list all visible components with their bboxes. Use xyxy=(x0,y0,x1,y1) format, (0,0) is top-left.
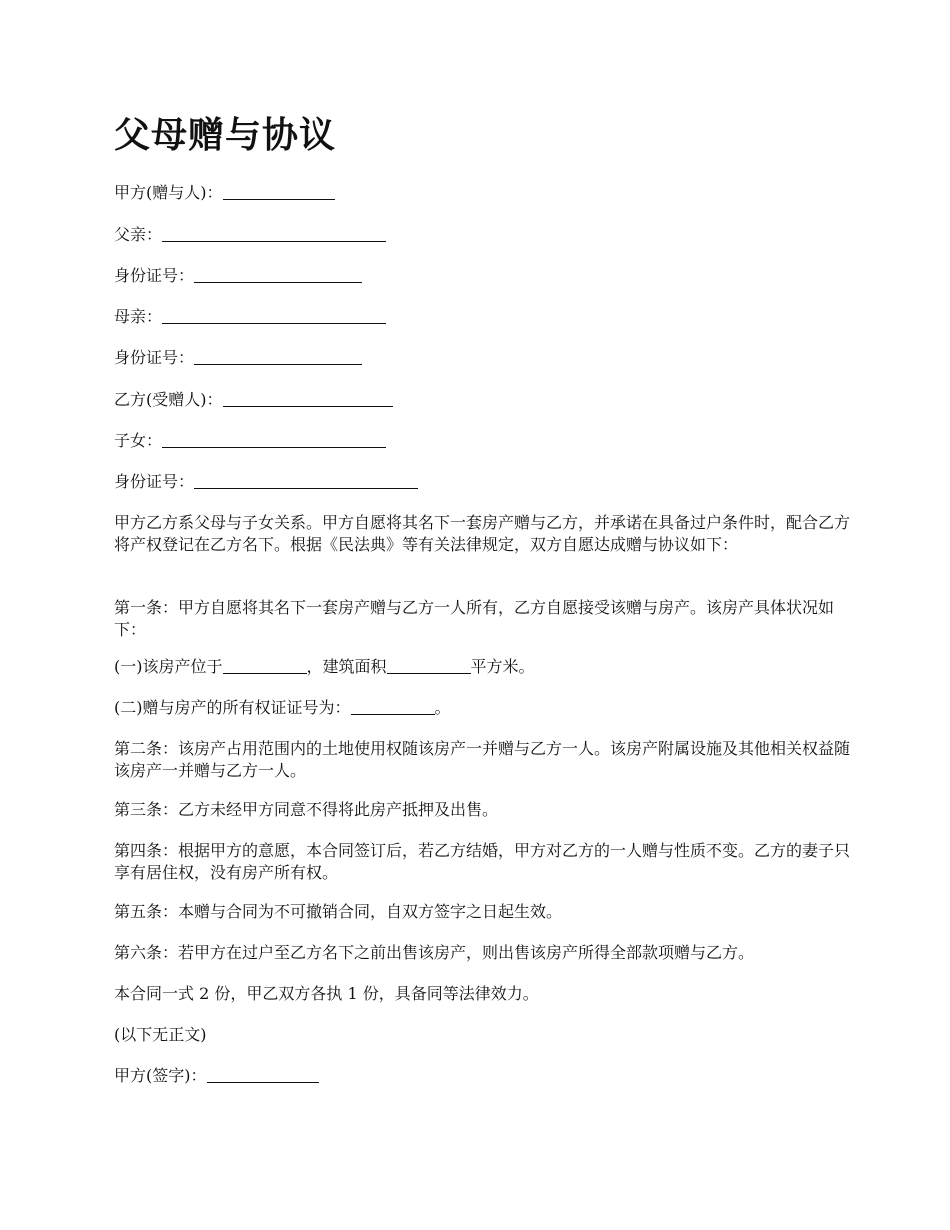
article-1: 第一条：甲方自愿将其名下一套房产赠与乙方一人所有，乙方自愿接受该赠与房产。该房产具体状况如下： xyxy=(114,598,835,639)
child-line xyxy=(114,430,854,452)
mother-line xyxy=(114,306,854,328)
sign-a-label: 甲方(签字)： xyxy=(114,1066,207,1085)
party-b-line xyxy=(114,389,854,411)
item-1-middle: ，建筑面积 xyxy=(306,657,387,676)
item-1-line xyxy=(114,656,854,678)
article-3: 第三条：乙方未经甲方同意不得将此房产抵押及出售。 xyxy=(114,800,499,819)
father-label: 父亲： xyxy=(114,225,163,244)
mother-id-line xyxy=(114,347,854,369)
sign-a-line xyxy=(114,1065,854,1087)
child-id-line xyxy=(114,471,854,493)
item-1-suffix: 平方米。 xyxy=(470,657,535,676)
item-2-line xyxy=(114,697,854,719)
area-blank xyxy=(387,657,471,674)
item-2-prefix: (二)赠与房产的所有权证证号为： xyxy=(114,698,351,717)
father-id-label: 身份证号： xyxy=(114,266,195,285)
child-id-label: 身份证号： xyxy=(114,472,195,491)
father-id-blank xyxy=(194,266,362,283)
mother-id-label: 身份证号： xyxy=(114,348,195,367)
certificate-number-blank xyxy=(351,698,435,715)
child-blank xyxy=(162,431,386,448)
copies-clause: 本合同一式 2 份，甲乙双方各执 1 份，具备同等法律效力。 xyxy=(114,984,539,1003)
document-title: 父母赠与协议 xyxy=(114,115,337,156)
article-4: 第四条：根据甲方的意愿，本合同签订后，若乙方结婚，甲方对乙方的一人赠与性质不变。乙方的妻子只享有居住权，没有房产所有权。 xyxy=(114,841,851,882)
father-blank xyxy=(162,225,386,242)
party-a-blank xyxy=(223,183,335,200)
party-a-line xyxy=(114,182,854,204)
mother-id-blank xyxy=(194,348,362,365)
item-1-prefix: (一)该房产位于 xyxy=(114,657,223,676)
sign-a-blank xyxy=(207,1066,319,1083)
article-5: 第五条：本赠与合同为不可撤销合同，自双方签字之日起生效。 xyxy=(114,902,563,921)
child-id-blank xyxy=(194,472,418,489)
mother-blank xyxy=(162,307,386,324)
intro-paragraph: 甲方乙方系父母与子女关系。甲方自愿将其名下一套房产赠与乙方，并承诺在具备过户条件时，配合乙方将产权登记在乙方名下。根据《民法典》等有关法律规定，双方自愿达成赠与协议如下： xyxy=(114,513,851,554)
no-more-text: (以下无正文) xyxy=(114,1025,207,1044)
article-6: 第六条：若甲方在过户至乙方名下之前出售该房产，则出售该房产所得全部款项赠与乙方。 xyxy=(114,943,755,962)
party-a-label: 甲方(赠与人)： xyxy=(114,183,223,202)
location-blank xyxy=(223,657,307,674)
father-id-line xyxy=(114,265,854,287)
father-line xyxy=(114,224,854,246)
party-b-label: 乙方(受赠人)： xyxy=(114,390,223,409)
article-2: 第二条：该房产占用范围内的土地使用权随该房产一并赠与乙方一人。该房产附属设施及其他相关权益随该房产一并赠与乙方一人。 xyxy=(114,739,851,780)
item-2-suffix: 。 xyxy=(434,698,451,717)
mother-label: 母亲： xyxy=(114,307,163,326)
child-label: 子女： xyxy=(114,431,163,450)
party-b-blank xyxy=(223,390,393,407)
